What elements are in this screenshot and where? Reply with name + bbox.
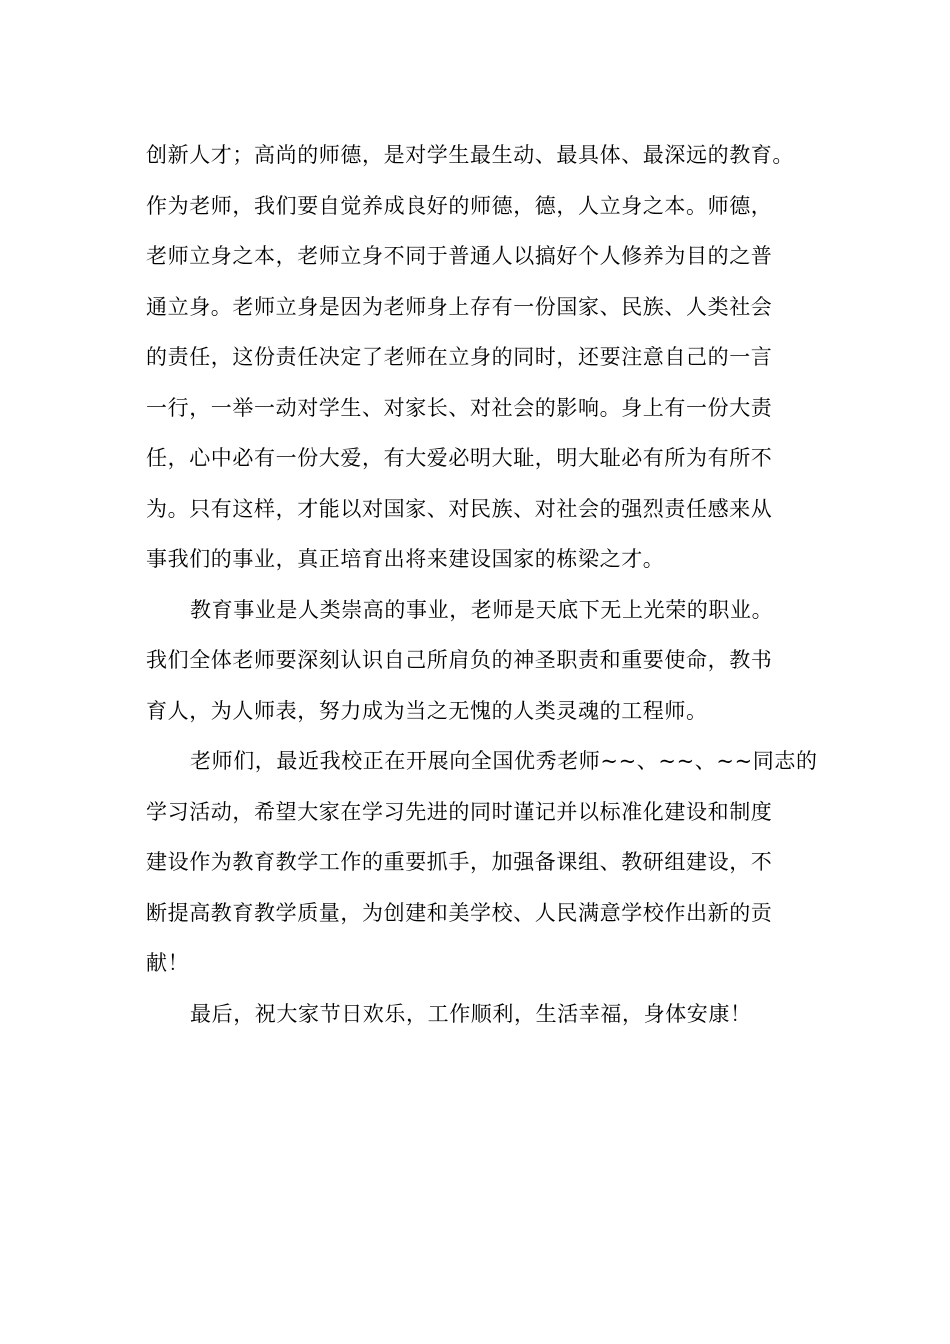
text-line: 一行，一举一动对学生、对家长、对社会的影响。身上有一份大责 — [146, 395, 773, 420]
text-line: 为。只有这样，才能以对国家、对民族、对社会的强烈责任感来从 — [146, 496, 773, 521]
text-line: 任，心中必有一份大爱，有大爱必明大耻，明大耻必有所为有所不 — [146, 446, 773, 470]
text-line: 的责任，这份责任决定了老师在立身的同时，还要注意自己的一言 — [146, 345, 773, 369]
text-line: 学习活动，希望大家在学习先进的同时谨记并以标准化建设和制度 — [146, 799, 773, 824]
text-line: 断提高教育教学质量，为创建和美学校、人民满意学校作出新的贡 — [146, 900, 773, 925]
text-line: 通立身。老师立身是因为老师身上存有一份国家、民族、人类社会 — [146, 294, 773, 319]
text-line: 献！ — [146, 951, 190, 975]
paragraph-start-line: 老师们，最近我校正在开展向全国优秀老师~~、~~、~~同志的 — [190, 749, 818, 773]
text-line: 创新人才；高尚的师德，是对学生最生动、最具体、最深远的教育。 — [146, 143, 794, 167]
text-line: 建设作为教育教学工作的重要抓手，加强备课组、教研组建设，不 — [146, 850, 773, 874]
text-line: 老师立身之本，老师立身不同于普通人以搞好个人修养为目的之普 — [146, 244, 773, 268]
paragraph-start-line: 最后，祝大家节日欢乐，工作顺利，生活幸福，身体安康！ — [190, 1001, 752, 1026]
text-line: 作为老师，我们要自觉养成良好的师德，德，人立身之本。师德， — [146, 193, 773, 218]
text-line: 我们全体老师要深刻认识自己所肩负的神圣职责和重要使命，教书 — [146, 648, 773, 672]
text-line: 育人，为人师表，努力成为当之无愧的人类灵魂的工程师。 — [146, 698, 708, 723]
body-text — [146, 130, 826, 1039]
text-line: 事我们的事业，真正培育出将来建设国家的栋梁之才。 — [146, 547, 665, 571]
paragraph-start-line: 教育事业是人类崇高的事业，老师是天底下无上光荣的职业。 — [190, 597, 774, 622]
